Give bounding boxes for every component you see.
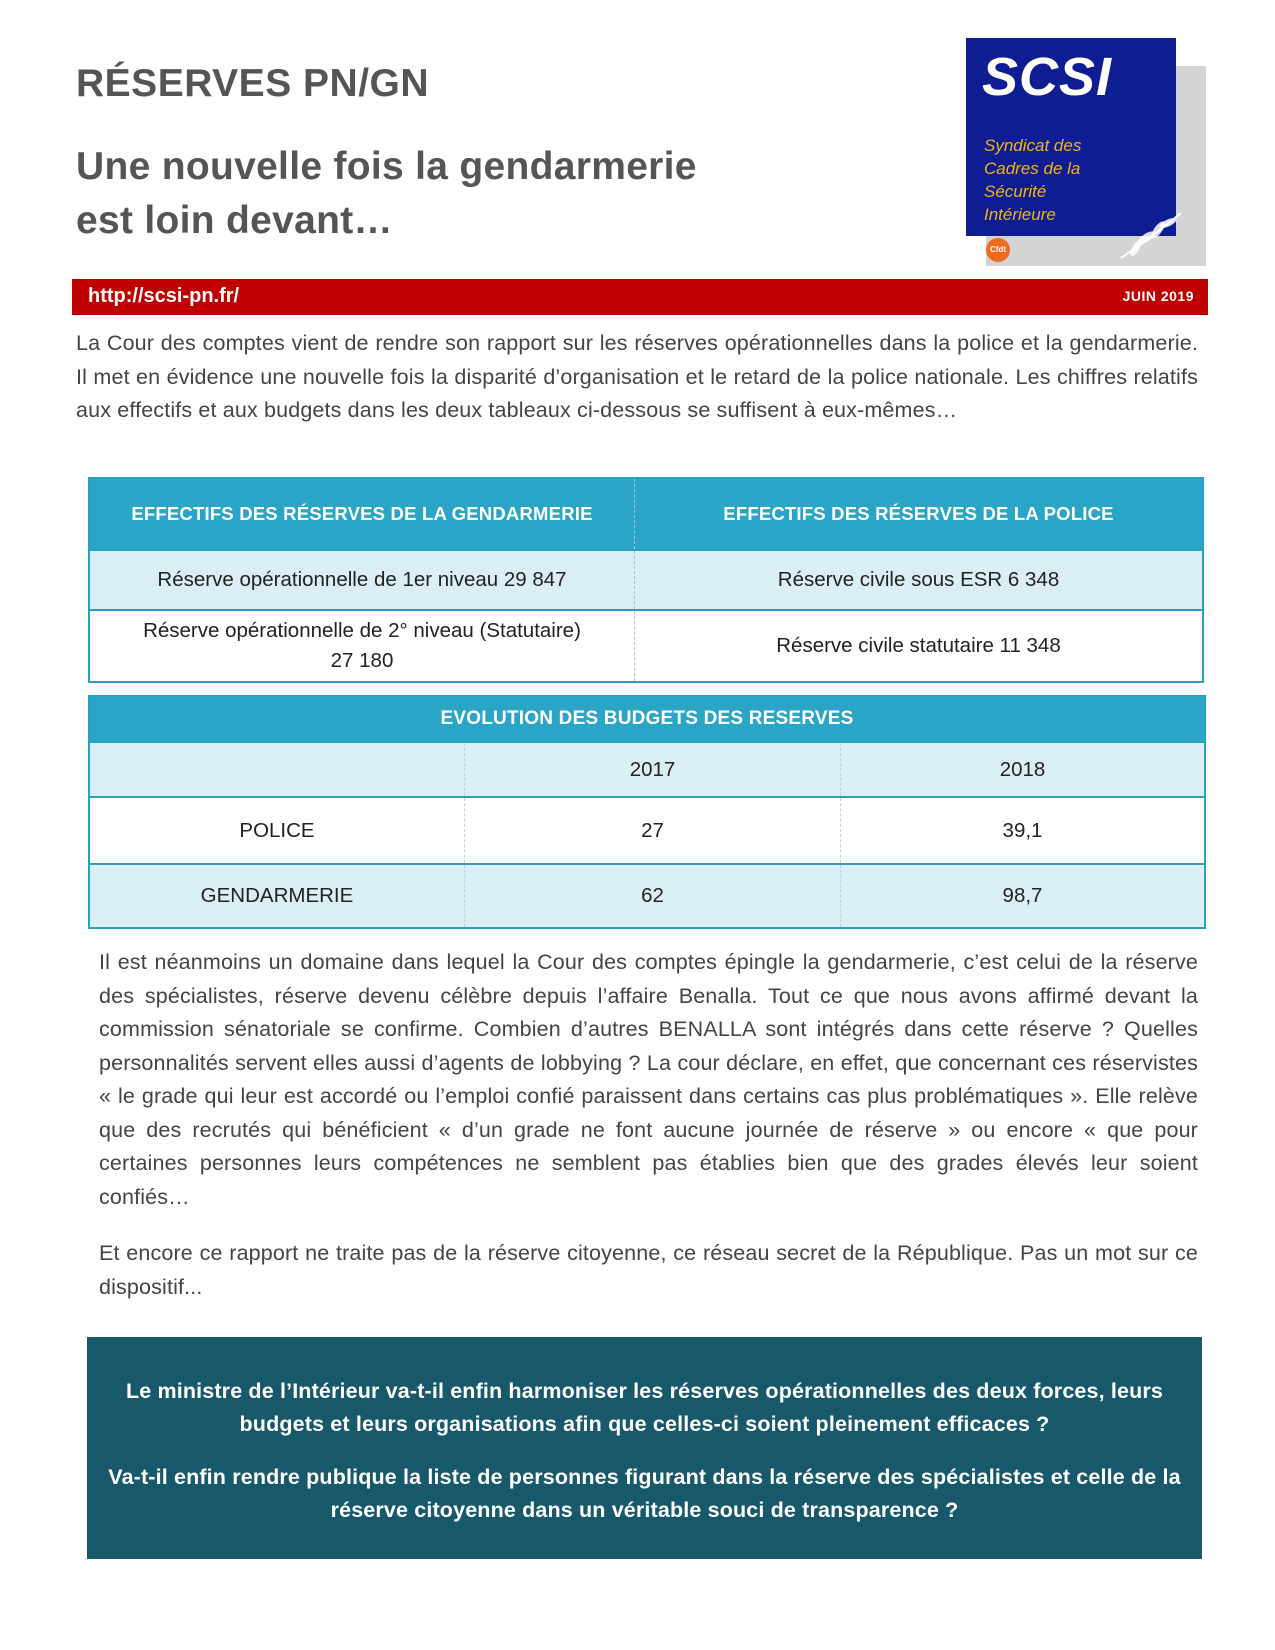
header-gendarmerie: EFFECTIFS DES RÉSERVES DE LA GENDARMERIE (90, 479, 635, 549)
table-cell (90, 611, 635, 681)
table-cell (90, 743, 465, 796)
table-row (90, 549, 1202, 611)
callout-box (87, 1337, 1202, 1559)
table-row (90, 611, 1202, 681)
intro-paragraph: La Cour des comptes vient de rendre son rapport sur les réserves opérationnelles dans la police et la gendarmerie. Il met en évidence une nouvelle fois la disparité d’organisation et le retard de la police nationale. Les chiffres relatifs aux effectifs et aux budgets dans les deux tableaux ci-dessous se suffisent à eux-mêmes… (76, 331, 1198, 422)
subtitle-line-1: Une nouvelle fois la gendarmerie (76, 145, 697, 188)
table-cell: Réserve opérationnelle de 1er niveau 29 847 (90, 551, 635, 609)
closing-paragraph: Et encore ce rapport ne traite pas de la réserve citoyenne, ce réseau secret de la République. Pas un mot sur ce dispositif... (99, 1241, 1198, 1299)
site-link[interactable]: http://scsi-pn.fr/ (88, 285, 240, 307)
header-police: EFFECTIFS DES RÉSERVES DE LA POLICE (635, 479, 1202, 549)
year-2018: 2018 (841, 743, 1204, 796)
table-row (90, 863, 1204, 927)
page-subtitle (76, 140, 856, 248)
budget-table (88, 695, 1206, 929)
logo-line-4: Intérieure (984, 205, 1056, 224)
cfdt-badge: Cfdt (986, 238, 1010, 262)
body-paragraph: Il est néanmoins un domaine dans lequel la Cour des comptes épingle la gendarmerie, c’est celui de la réserve des spécialistes, réserve devenu célèbre depuis l’affaire Benalla. Tout ce que nous avons affirmé devant la commission sénatoriale se confirme. Combien d’autres BENALLA sont intégrés dans cette réserve ? Quelles personnalités servent elles aussi d’agents de lobbying ? La cour déclare, en effet, que concernant ces réservistes « le grade qui leur est accordé ou l’emploi confié paraissent dans certains cas plus problématiques ». Elle relève que des recrutés qui bénéficient « d’un grade ne font aucune journée de réserve » ou encore « que pour certaines personnes leurs compétences ne semblent pas établies bien que des grades élevés leur soient confiés… (99, 950, 1198, 1209)
table-cell: Réserve civile sous ESR 6 348 (635, 551, 1202, 609)
table-cell-text (143, 616, 581, 676)
table-header-row (90, 741, 1204, 796)
table-row (90, 796, 1204, 863)
table-cell: 98,7 (841, 865, 1204, 927)
effectifs-table (88, 477, 1204, 683)
scsi-logo (966, 38, 1206, 266)
header-banner (72, 279, 1208, 315)
subtitle-line-2: est loin devant… (76, 199, 393, 242)
page-title: RÉSERVES PN/GN (76, 62, 430, 105)
callout-question-1: Le ministre de l’Intérieur va-t-il enfin harmoniser les réserves opérationnelles des deux forces, leurs budgets et leurs organisations afin que celles-ci soient pleinement efficaces ? (125, 1379, 1164, 1436)
year-2017: 2017 (465, 743, 841, 796)
table-cell: 62 (465, 865, 841, 927)
row-label-police: POLICE (90, 798, 465, 863)
budget-table-title: EVOLUTION DES BUDGETS DES RESERVES (90, 697, 1204, 741)
row-label-gendarmerie: GENDARMERIE (90, 865, 465, 927)
issue-date: JUIN 2019 (1122, 288, 1194, 304)
cell-line-1: Réserve opérationnelle de 2° niveau (Statutaire) (143, 619, 581, 642)
callout-question-2: Va-t-il enfin rendre publique la liste de personnes figurant dans la réserve des spécialistes et celle de la réserve citoyenne dans un véritable souci de transparence ? (108, 1465, 1181, 1522)
logo-box (966, 38, 1176, 236)
table-cell: 39,1 (841, 798, 1204, 863)
wheat-leaf-icon (1116, 208, 1186, 263)
table-header-row (90, 479, 1202, 549)
table-cell: 27 (465, 798, 841, 863)
logo-name: SCSI (982, 47, 1113, 107)
cell-line-2: 27 180 (330, 649, 394, 672)
logo-line-1: Syndicat des (984, 136, 1082, 155)
logo-line-3: Sécurité (984, 182, 1047, 201)
table-cell: Réserve civile statutaire 11 348 (635, 611, 1202, 681)
logo-line-2: Cadres de la (984, 159, 1081, 178)
